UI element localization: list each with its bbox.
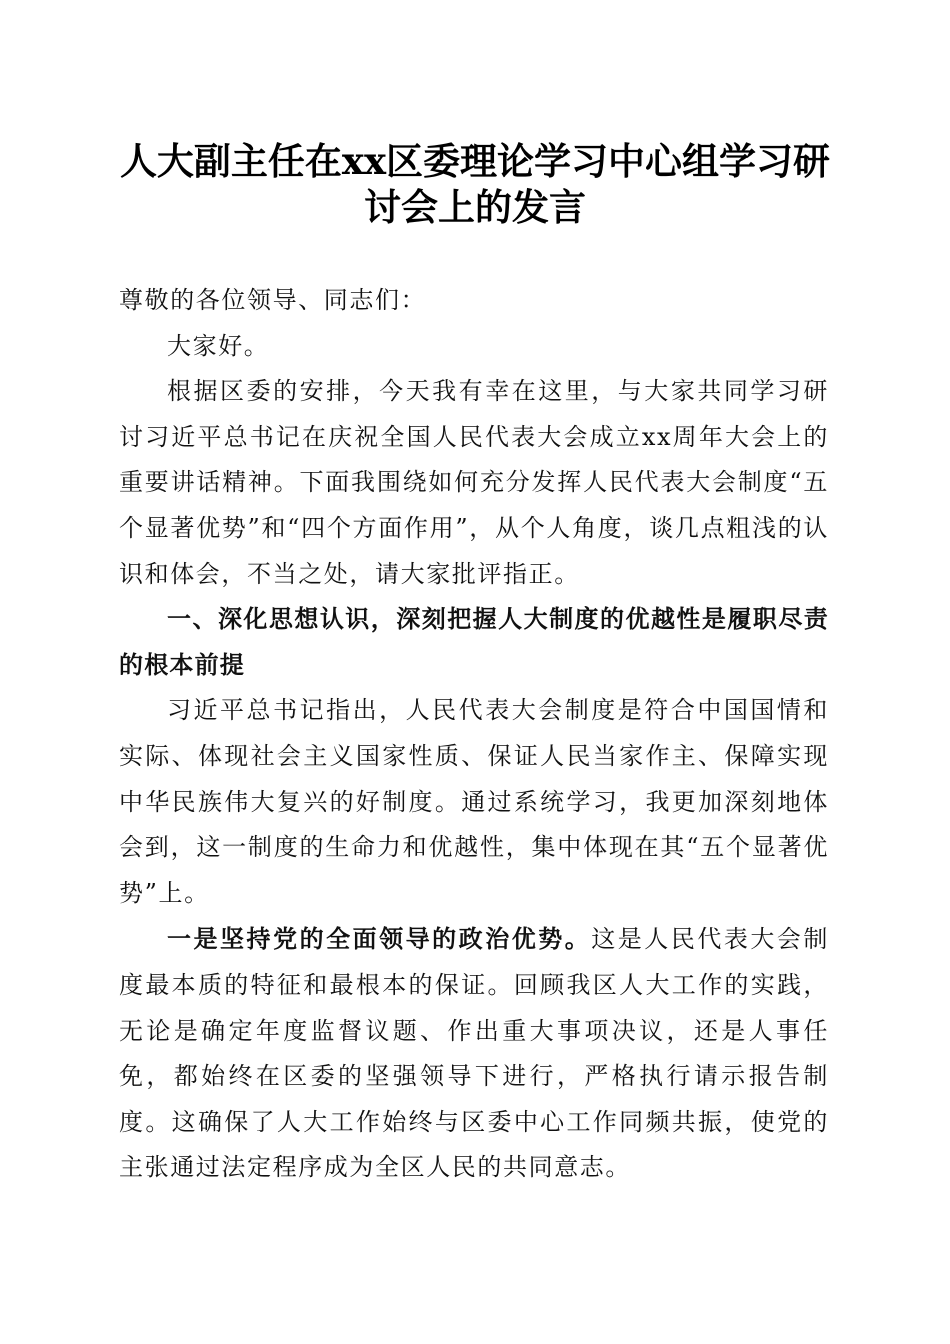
- point1-lead: 一是坚持党的全面领导的政治优势。: [167, 924, 592, 954]
- point1-text: 这是人民代表大会制度最本质的特征和最根本的保证。回顾我区人大工作的实践，无论是确定年度监督议题、作出重大事项决议，还是人事任免，都始终在区委的坚强领导下进行，严格执行请示报告制度。这确保了人大工作始终与区委中心工作同频共振，使党的主张通过法定程序成为全区人民的共同意志。: [119, 925, 829, 1182]
- section1-paragraph: 习近平总书记指出，人民代表大会制度是符合中国国情和实际、体现社会主义国家性质、保证人民当家作主、保障实现中华民族伟大复兴的好制度。通过系统学习，我更加深刻地体会到，这一制度的生命力和优越性，集中体现在其“五个显著优势”上。: [119, 696, 829, 907]
- document-title-line1: 人大副主任在xx区委理论学习中心组学习研: [119, 139, 831, 183]
- document-title-line2: 讨会上的发言: [364, 185, 586, 229]
- point1-paragraph: [119, 916, 829, 1191]
- intro-paragraph: 根据区委的安排，今天我有幸在这里，与大家共同学习研讨习近平总书记在庆祝全国人民代表大会成立xx周年大会上的重要讲话精神。下面我围绕如何充分发挥人民代表大会制度“五个显著优势”和“四个方面作用”，从个人角度，谈几点粗浅的认识和体会，不当之处，请大家批评指正。: [119, 377, 829, 588]
- document-body: [119, 278, 829, 1191]
- section1-heading: 一、深化思想认识，深刻把握人大制度的优越性是履职尽责的根本前提: [119, 605, 829, 679]
- greeting: 大家好。: [167, 331, 270, 360]
- salutation: 尊敬的各位领导、同志们：: [119, 286, 427, 314]
